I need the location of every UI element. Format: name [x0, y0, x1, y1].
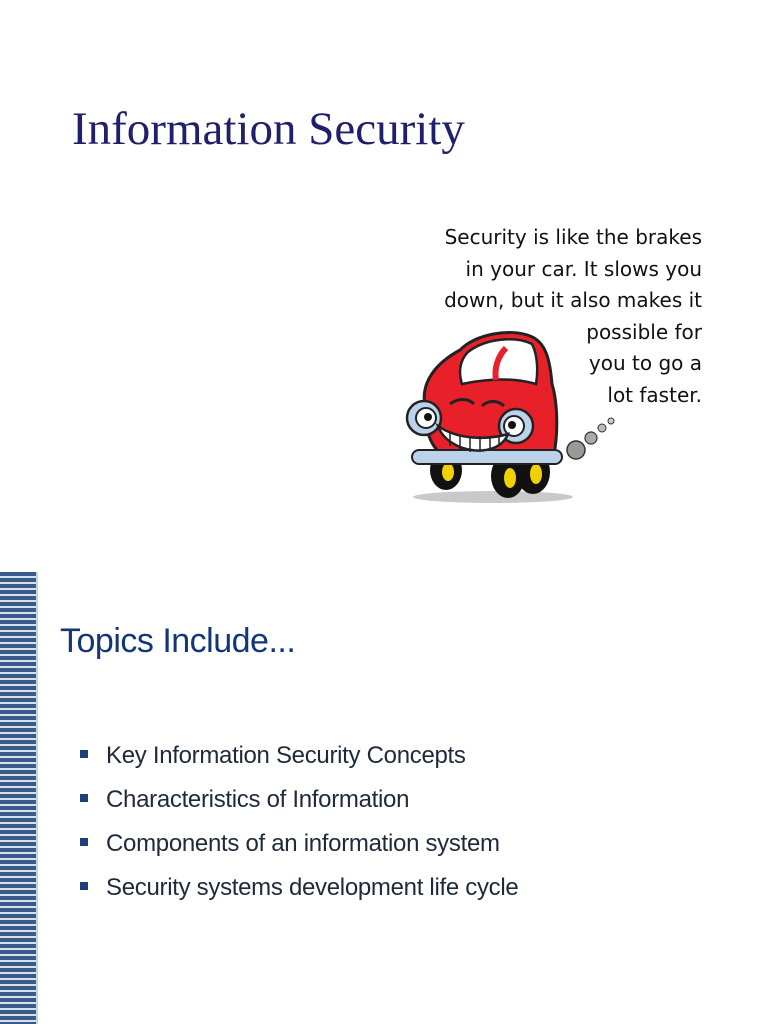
- list-item-text: Key Information Security Concepts: [106, 742, 466, 769]
- list-item: [80, 778, 518, 822]
- square-bullet-icon: [80, 794, 88, 802]
- slide-page-2: [0, 572, 768, 1024]
- quote-line: you to go a: [588, 351, 702, 375]
- car-icon: [398, 322, 628, 512]
- square-bullet-icon: [80, 750, 88, 758]
- list-item: [80, 866, 518, 910]
- slide-title: Information Security: [72, 103, 465, 155]
- list-item-text: Characteristics of Information: [106, 786, 410, 813]
- list-item-text: Components of an information system: [106, 830, 500, 857]
- list-item-text: Security systems development life cycle: [106, 874, 519, 901]
- list-item: [80, 822, 518, 866]
- quote-line: lot faster.: [607, 382, 702, 407]
- quote-line: Security is like the brakes: [444, 225, 702, 249]
- square-bullet-icon: [80, 838, 88, 846]
- stripe-decoration: [0, 572, 38, 1024]
- topic-list: [80, 734, 518, 910]
- list-item: [80, 734, 518, 778]
- quote-line: possible for: [586, 319, 702, 344]
- square-bullet-icon: [80, 882, 88, 890]
- section-heading: Topics Include...: [60, 622, 296, 660]
- quote-line: in your car. It slows you: [465, 256, 702, 281]
- quote-line: down, but it also makes it: [444, 288, 702, 312]
